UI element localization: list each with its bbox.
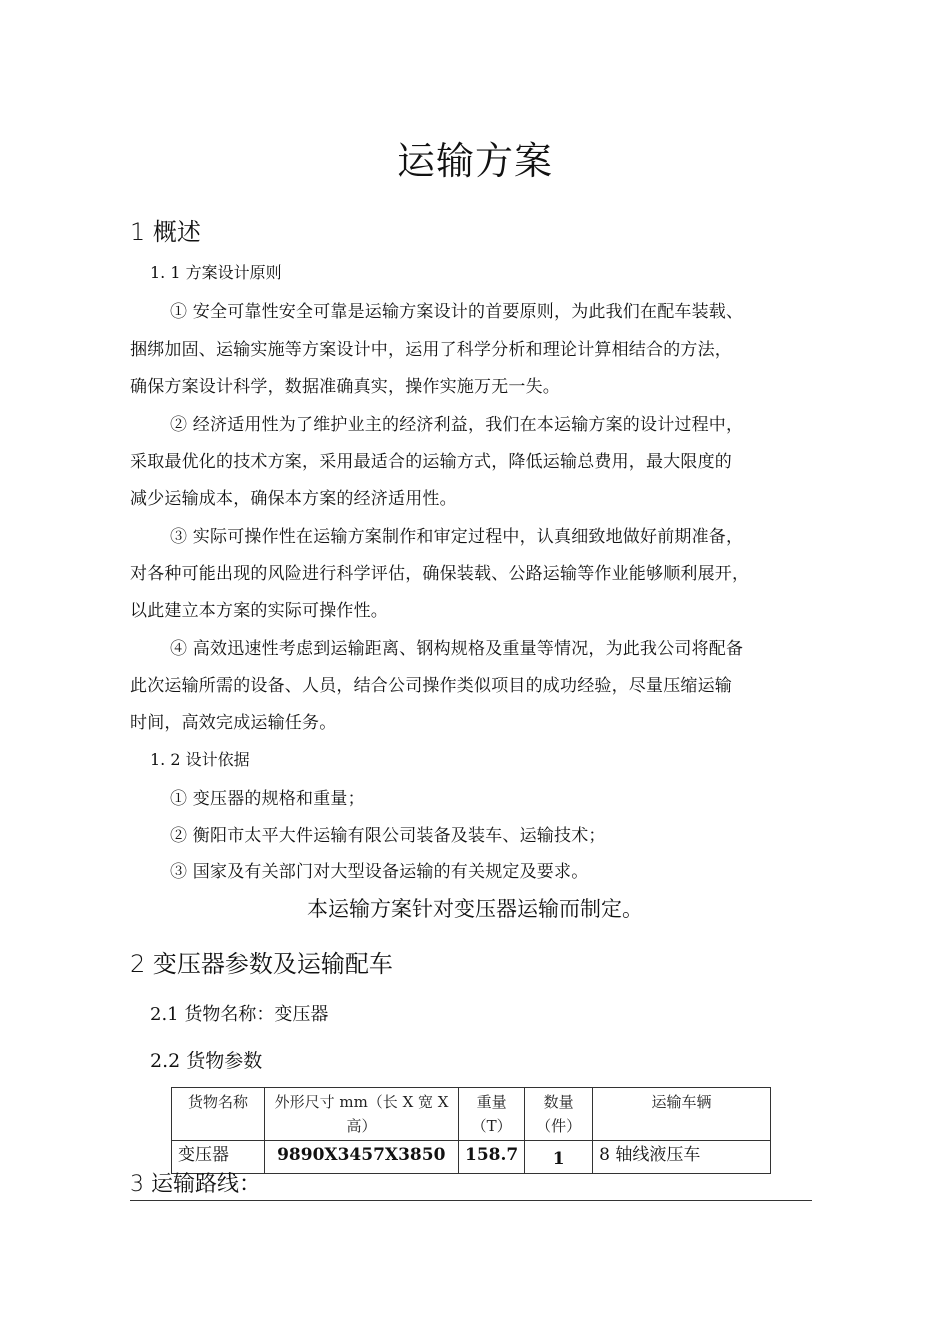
paragraph-line: ③ 实际可操作性在运输方案制作和审定过程中，认真细致地做好前期准备， bbox=[170, 527, 744, 547]
basis-item: ① 变压器的规格和重量； bbox=[170, 789, 365, 809]
table-cell: 变压器 bbox=[172, 1141, 265, 1174]
basis-item: ③ 国家及有关部门对大型设备运输的有关规定及要求。 bbox=[170, 862, 589, 882]
paragraph-line: ④ 高效迅速性考虑到运输距离、钢构规格及重量等情况，为此我公司将配备 bbox=[170, 639, 744, 659]
paragraph-line: ① 安全可靠性安全可靠是运输方案设计的首要原则，为此我们在配车装载、 bbox=[170, 302, 744, 322]
page-title: 运输方案 bbox=[396, 139, 553, 183]
basis-item: ② 衡阳市太平大件运输有限公司装备及装车、运输技术； bbox=[170, 826, 606, 846]
table-cell: 9890X3457X3850 bbox=[265, 1141, 459, 1174]
summary-line: 本运输方案针对变压器运输而制定。 bbox=[307, 897, 643, 921]
table-cell: 8 轴线液压车 bbox=[593, 1141, 771, 1174]
section-1-heading: 1 概述 bbox=[130, 218, 201, 246]
paragraph-line: 确保方案设计科学，数据准确真实，操作实施万无一失。 bbox=[130, 377, 560, 397]
table-header-cell: 运输车辆 bbox=[593, 1088, 771, 1141]
cargo-parameters-table bbox=[171, 1087, 771, 1174]
paragraph-line: 时间，高效完成运输任务。 bbox=[130, 713, 337, 733]
paragraph-line: 以此建立本方案的实际可操作性。 bbox=[130, 601, 388, 621]
table-header-cell: 重量（T） bbox=[459, 1088, 525, 1141]
table-header-row bbox=[172, 1088, 771, 1141]
subsection-2-1-heading: 2.1 货物名称：变压器 bbox=[150, 1004, 329, 1025]
table-cell: 1 bbox=[525, 1141, 593, 1174]
table-header-cell: 货物名称 bbox=[172, 1088, 265, 1141]
paragraph-line: 捆绑加固、运输实施等方案设计中，运用了科学分析和理论计算相结合的方法， bbox=[130, 340, 732, 360]
section-2-heading: 2 变压器参数及运输配车 bbox=[130, 950, 393, 978]
subsection-1-2-heading: 1. 2 设计依据 bbox=[150, 750, 250, 769]
paragraph-line: 采取最优化的技术方案，采用最适合的运输方式，降低运输总费用，最大限度的 bbox=[130, 452, 732, 472]
paragraph-line: ② 经济适用性为了维护业主的经济利益，我们在本运输方案的设计过程中， bbox=[170, 415, 744, 435]
subsection-1-1-heading: 1. 1 方案设计原则 bbox=[150, 263, 282, 282]
section-3-heading: 3 运输路线： bbox=[130, 1167, 812, 1201]
paragraph-line: 减少运输成本，确保本方案的经济适用性。 bbox=[130, 489, 457, 509]
paragraph-line: 对各种可能出现的风险进行科学评估，确保装载、公路运输等作业能够顺利展开， bbox=[130, 564, 750, 584]
subsection-2-2-heading: 2.2 货物参数 bbox=[150, 1050, 263, 1072]
paragraph-line: 此次运输所需的设备、人员，结合公司操作类似项目的成功经验，尽量压缩运输 bbox=[130, 676, 732, 696]
table-header-cell: 数量（件） bbox=[525, 1088, 593, 1141]
table-cell: 158.7 bbox=[459, 1141, 525, 1174]
table-header-cell: 外形尺寸 mm（长 X 宽 X 高） bbox=[265, 1088, 459, 1141]
